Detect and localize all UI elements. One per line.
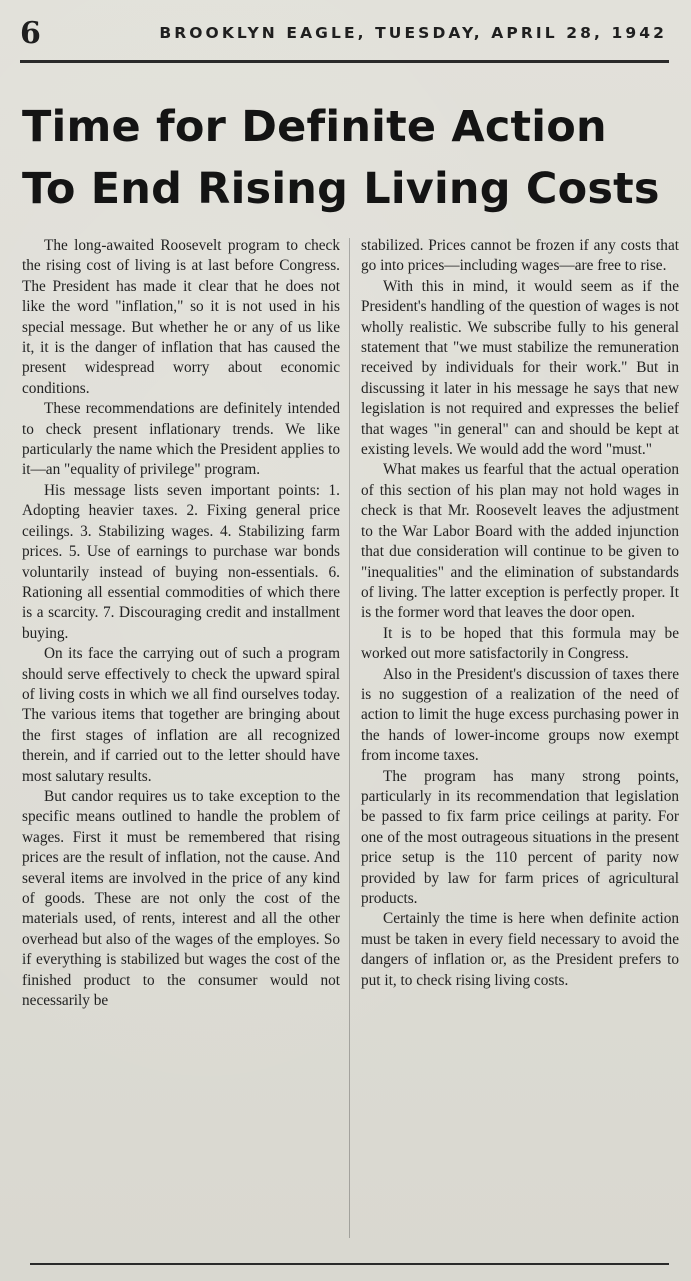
headline-line-1: Time for Definite Action bbox=[22, 102, 607, 152]
paragraph: Also in the President's discussion of taxes there is no suggestion of a realization of the need of action to limit the huge excess purchasing power in the hands of lower-income groups now exempt from income taxes. bbox=[361, 665, 679, 765]
paragraph: But candor requires us to take exception to the specific means outlined to handle the problem of wages. First it must be remembered that rising prices are the result of inflation, not the cause. And several items are involved in the price of any kind of goods. These are not only the cost of the materials used, of rents, interest and all the other overhead but also of the wages of the employes. So if everything is stabilized but wages the cost of the finished product to the consumer would not necessarily be bbox=[22, 787, 340, 1010]
page-number: 6 bbox=[20, 16, 41, 51]
paragraph: The program has many strong points, particularly in its recommendation that legislation be passed to fix farm price ceilings at parity. For one of the most outrageous situations in the present price setup is the 110 percent of parity now provided by law for farm prices of agricultural products. bbox=[361, 767, 679, 907]
footer-rule bbox=[30, 1263, 669, 1265]
headline-line-2: To End Rising Living Costs bbox=[22, 164, 660, 214]
paragraph: It is to be hoped that this formula may be worked out more satisfactorily in Congress. bbox=[361, 624, 679, 663]
article-column-left bbox=[22, 236, 340, 1011]
paragraph: These recommendations are definitely intended to check present inflationary trends. We like particularly the name which the President applies to it—an "equality of privilege" program. bbox=[22, 400, 340, 479]
article-headline bbox=[22, 96, 682, 220]
masthead bbox=[20, 16, 667, 56]
paragraph: The long-awaited Roosevelt program to check the rising cost of living is at last before Congress. The President has made it clear that he does not like the word "inflation," so it is not used in his special message. But whether he or any of us like it, it is the danger of inflation that has caused the present widespread worry about economic conditions. bbox=[22, 237, 340, 397]
column-divider bbox=[349, 238, 350, 1238]
masthead-paper-date: BROOKLYN EAGLE, TUESDAY, APRIL 28, 1942 bbox=[159, 24, 667, 42]
paragraph: His message lists seven important points: 1. Adopting heavier taxes. 2. Fixing general price ceilings. 3. Stabilizing wages. 4. Stabilizing farm prices. 5. Use of earnings to purchase war bonds voluntarily instead of buying non-essentials. 6. Rationing all essential commodities of which there is a scarcity. 7. Discouraging credit and installment buying. bbox=[22, 481, 340, 642]
paragraph: With this in mind, it would seem as if the President's handling of the question of wages is not wholly realistic. We subscribe fully to his general statement that "we must stabilize the remuneration received by individuals for their work." But in discussing it later in his message he says that new legislation is not required and expresses the belief that wages "in general" can and should be kept at existing levels. We would add the word "must." bbox=[361, 277, 679, 459]
paragraph-continuation: stabilized. Prices cannot be frozen if any costs that go into prices—including wages—are free to rise. bbox=[361, 237, 679, 275]
paragraph: What makes us fearful that the actual operation of this section of his plan may not hold wages in check is that Mr. Roosevelt leaves the adjustment to the War Labor Board with the added injunction that due consideration will continue to be given to "inequalities" and the elimination of substandards of living. The latter exception is perfectly proper. It is the former word that leaves the door open. bbox=[361, 461, 679, 622]
paragraph: Certainly the time is here when definite action must be taken in every field necessary to avoid the dangers of inflation or, as the President prefers to put it, to check rising living costs. bbox=[361, 910, 679, 989]
article-column-right bbox=[361, 236, 679, 991]
masthead-rule bbox=[20, 60, 669, 63]
paragraph: On its face the carrying out of such a program should serve effectively to check the upward spiral of living costs in which we all find ourselves today. The various items that together are bringing about the first stages of inflation are all recognized therein, and if carried out to the letter should have most salutary results. bbox=[22, 645, 340, 785]
